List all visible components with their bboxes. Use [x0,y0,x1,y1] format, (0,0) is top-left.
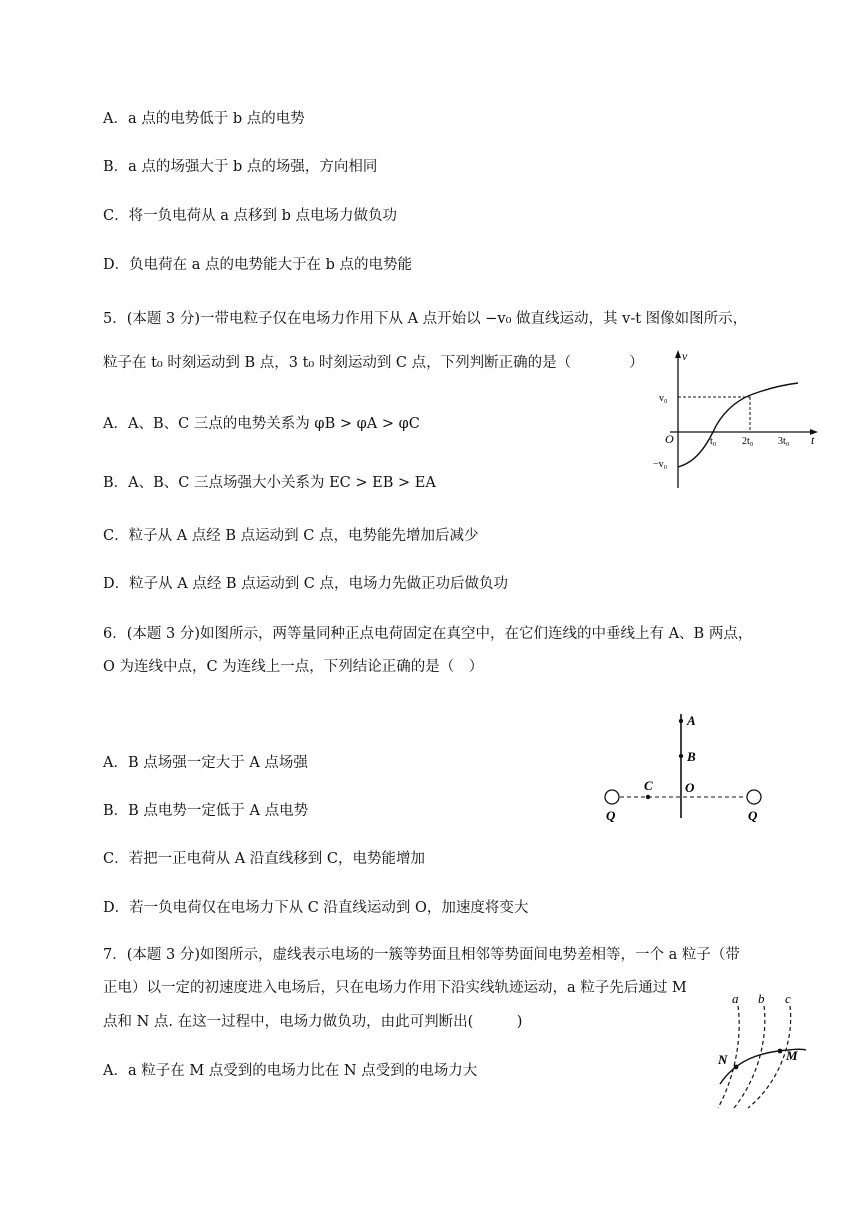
q6-option-c: C．若把一正电荷从 A 沿直线移到 C，电势能增加 [103,851,425,867]
q6-stem-line1: 6．(本题 3 分)如图所示，两等量同种正点电荷固定在真空中，在它们连线的中垂线上有 A、B 两点， [103,626,753,642]
q5-stem-line1: 5．(本题 3 分)一带电粒子仅在电场力作用下从 A 点开始以 −v₀ 做直线运动，其 v-t 图像如图所示， [103,311,748,327]
neg-v0-label: −v₀ [653,459,668,470]
tick-2t0: 2t₀ [742,436,754,447]
q5-option-b: B．A、B、C 三点场强大小关系为 EC > EB > EA [103,475,436,491]
label-m: M [786,1048,798,1063]
q5-stem-line2: 粒子在 t₀ 时刻运动到 B 点，3 t₀ 时刻运动到 C 点，下列判断正确的是（ ） [103,355,644,371]
q5-option-d: D．粒子从 A 点经 B 点运动到 C 点，电场力先做正功后做负功 [103,576,508,592]
v-axis-arrow [675,350,681,358]
q7-stem-line1: 7．(本题 3 分)如图所示，虚线表示电场的一簇等势面且相邻等势面间电势差相等，一个 a 粒子（带 [103,947,740,963]
v-t-curve [678,383,798,467]
v0-label: v₀ [659,393,668,404]
charge-left [605,790,619,804]
q7-stem-line3: 点和 N 点. 在这一过程中，电场力做负功，由此可判断出( ) [103,1014,523,1030]
tick-t0: t₀ [710,436,717,447]
label-o: O [685,780,695,795]
label-q-right: Q [748,808,758,823]
point-b [679,754,683,758]
q7-stem-line2: 正电）以一定的初速度进入电场后，只在电场力作用下沿实线轨迹运动，a 粒子先后通过 M [103,980,687,996]
label-c-line: c [785,991,791,1006]
q4-option-a: A．a 点的电势低于 b 点的电势 [103,111,305,127]
point-n [734,1065,739,1070]
q4-option-b: B．a 点的场强大于 b 点的场强，方向相同 [103,159,378,175]
q5-option-a: A．A、B、C 三点的电势关系为 φB > φA > φC [103,416,420,432]
v-axis-label: v [682,349,688,363]
charge-right [747,790,761,804]
label-b-line: b [758,991,765,1006]
q6-option-a: A．B 点场强一定大于 A 点场强 [103,755,308,771]
q6-option-b: B．B 点电势一定低于 A 点电势 [103,803,309,819]
q7-option-a: A．a 粒子在 M 点受到的电场力比在 N 点受到的电场力大 [103,1063,478,1079]
label-a-line: a [732,991,739,1006]
q4-option-c: C．将一负电荷从 a 点移到 b 点电场力做负功 [103,208,397,224]
label-q-left: Q [606,808,616,823]
q6-charges-figure [596,708,776,826]
label-n: N [718,1052,728,1067]
tick-3t0: 3t₀ [778,436,790,447]
point-c [646,795,650,799]
point-a [679,719,683,723]
t-axis-label: t [811,433,815,447]
origin-label: O [665,432,674,446]
q6-option-d: D．若一负电荷仅在电场力下从 C 沿直线运动到 O，加速度将变大 [103,900,529,916]
q6-stem-line2: O 为连线中点，C 为连线上一点，下列结论正确的是（ ） [103,659,484,675]
q4-option-d: D．负电荷在 a 点的电势能大于在 b 点的电势能 [103,257,412,273]
q7-equipotential-figure [708,990,814,1112]
label-b: B [687,749,696,764]
q5-option-c: C．粒子从 A 点经 B 点运动到 C 点，电势能先增加后减少 [103,528,479,544]
q5-vt-graph [648,346,824,492]
label-c: C [644,778,653,793]
point-m [778,1049,783,1054]
label-a: A [687,713,696,728]
